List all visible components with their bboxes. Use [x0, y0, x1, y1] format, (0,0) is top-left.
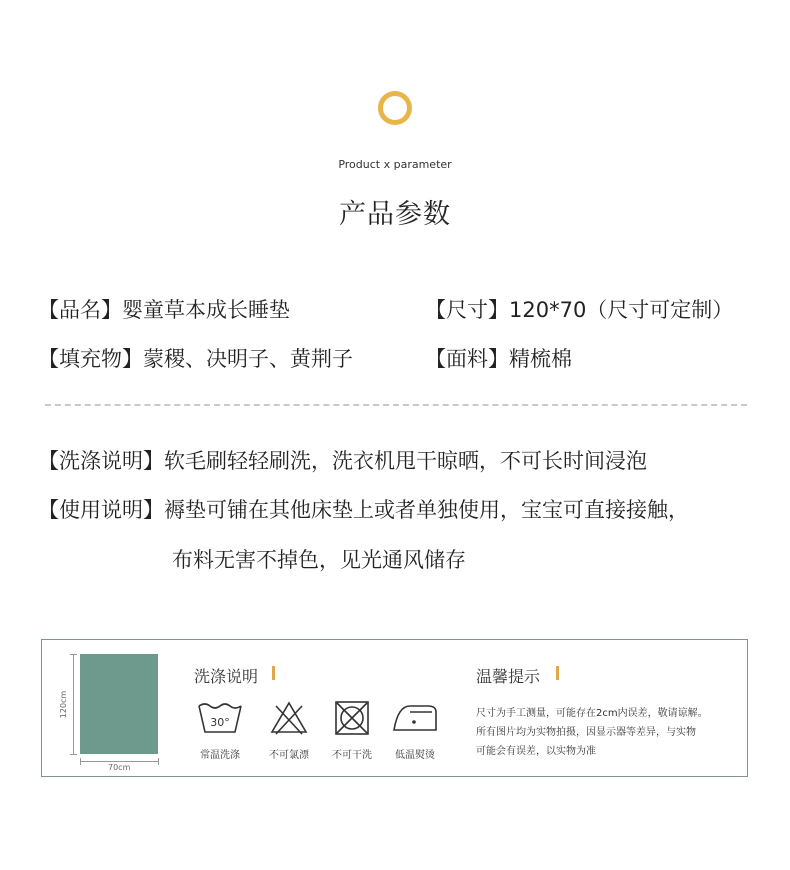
- width-dimension-line: [80, 761, 158, 762]
- param-washing: 【洗涤说明】软毛刷轻轻刷洗，洗衣机甩干晾晒，不可长时间浸泡: [38, 449, 647, 473]
- low-iron-label: 低温熨烫: [395, 750, 435, 761]
- width-label: 70cm: [108, 763, 131, 772]
- tip-line: 所有图片均为实物拍摄，因显示器等差异，与实物: [476, 727, 696, 738]
- tip-line: 可能会有误差，以实物为准: [476, 746, 596, 757]
- no-dry-clean-icon: [334, 700, 370, 736]
- wash-temp-label: 30°: [210, 716, 230, 729]
- tips-title: 温馨提示: [476, 667, 541, 686]
- no-bleach-icon: [270, 700, 308, 736]
- wash-30-icon: [197, 700, 243, 736]
- wash-icon-label: 常温洗涤: [200, 750, 240, 761]
- tips-title-bar: [556, 666, 559, 680]
- height-tick-top: [70, 654, 77, 655]
- param-fabric: 【面料】精梳棉: [425, 347, 572, 371]
- width-tick-left: [80, 758, 81, 765]
- no-dry-clean-label: 不可干洗: [332, 750, 372, 761]
- low-iron-icon: [392, 702, 438, 734]
- section-subtitle: Product x parameter: [338, 158, 452, 171]
- param-usage-line1: 【使用说明】褥垫可铺在其他床垫上或者单独使用，宝宝可直接接触，: [38, 498, 689, 522]
- height-dimension-line: [73, 654, 74, 754]
- param-usage-line2: 布料无害不掉色，见光通风储存: [172, 548, 466, 572]
- mat-swatch: [80, 654, 158, 754]
- washing-title-bar: [272, 666, 275, 680]
- no-bleach-label: 不可氯漂: [269, 750, 309, 761]
- section-title: 产品参数: [339, 199, 451, 230]
- tip-line: 尺寸为手工测量，可能存在2cm内误差，敬请谅解。: [476, 708, 708, 719]
- height-label: 120cm: [59, 690, 69, 719]
- param-name: 【品名】婴童草本成长睡垫: [38, 298, 290, 322]
- dashed-divider: [45, 404, 747, 406]
- width-tick-right: [158, 758, 159, 765]
- param-size: 【尺寸】120*70（尺寸可定制）: [425, 298, 734, 322]
- height-tick-bottom: [70, 754, 77, 755]
- param-filling: 【填充物】蒙稷、决明子、黄荆子: [38, 347, 353, 371]
- ring-ornament-icon: [378, 91, 412, 125]
- washing-title: 洗涤说明: [194, 667, 259, 686]
- tips-notes: [476, 704, 708, 761]
